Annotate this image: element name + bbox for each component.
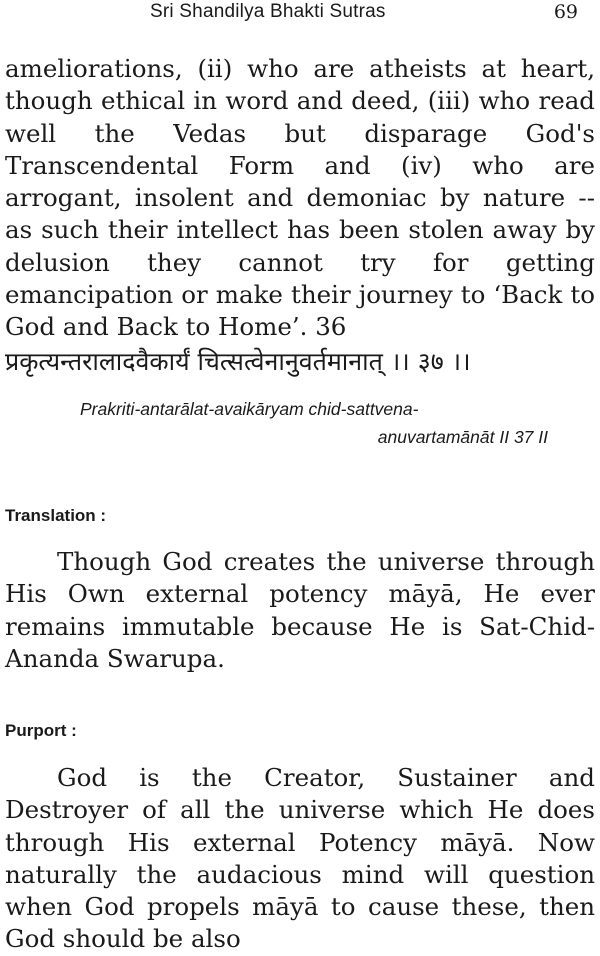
continued-paragraph: ameliorations, (ii) who are atheists at heart, though ethical in word and deed, (iii) who read well the Vedas but disparage God's Transcendental Form and (iv) who are arrogant, insolent and demoniac by nature -- as such their intellect has been stolen away by delusion they cannot try for getting emancipation or make their journey to ‘Back to God and Back to Home’. 36	[5, 54, 595, 342]
translation-heading: Translation :	[5, 506, 107, 525]
running-title: Sri Shandilya Bhakti Sutras	[150, 1, 386, 22]
page-number: 69	[553, 1, 578, 23]
purport-heading: Purport :	[5, 721, 77, 740]
running-header	[0, 0, 600, 30]
sutra-sanskrit: प्रकृत्यन्तरालादवैकार्यं चित्सत्वेनानुवर्तमानात् ।। ३७ ।।	[5, 347, 471, 376]
sutra-transliteration-line2: anuvartamānāt II 37 II	[377, 427, 548, 447]
translation-text: Though God creates the universe through His Own external potency māyā, He ever remains immutable because He is Sat-Chid-Ananda Swarupa.	[5, 547, 595, 673]
purport-text: God is the Creator, Sustainer and Destroyer of all the universe which He does through His external Potency māyā. Now naturally the audacious mind will question when God propels māyā to cause these, then God should be also	[5, 763, 595, 954]
sutra-transliteration-line1: Prakriti-antarālat-avaikāryam chid-sattvena-	[80, 399, 419, 419]
